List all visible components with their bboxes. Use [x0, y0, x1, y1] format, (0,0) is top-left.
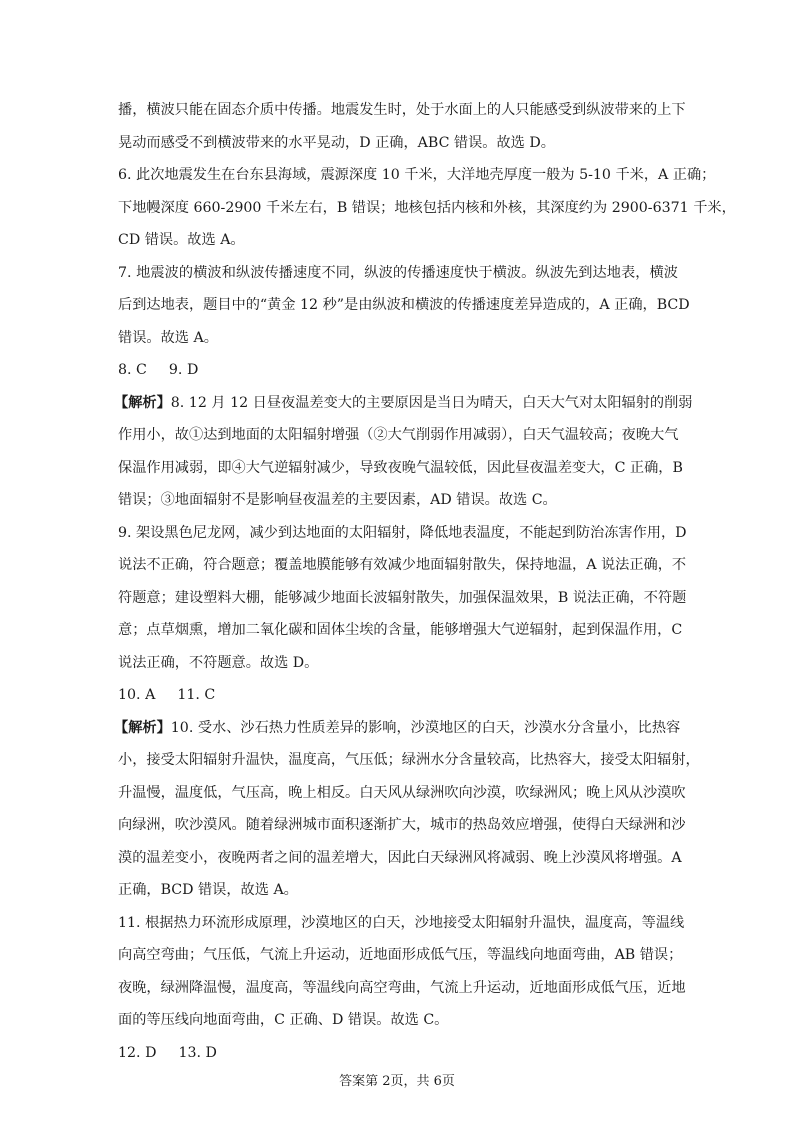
text-line: 向绿洲，吹沙漠风。随着绿洲城市面积逐渐扩大，城市的热岛效应增强，使得白天绿洲和沙	[118, 817, 686, 833]
text-line: 6. 此次地震发生在台东县海域，震源深度 10 千米，大洋地壳厚度一般为 5-10 千米，A 正确；	[118, 167, 716, 183]
answer-key-10-11	[118, 679, 678, 712]
text-line: 夜晚，绿洲降温慢，温度高，等温线向高空弯曲，气流上升运动，近地面形成低气压，近地	[118, 979, 686, 996]
text-line: 7. 地震波的横波和纵波传播速度不同，纵波的传播速度快于横波。纵波先到达地表，横波	[118, 264, 678, 281]
text-line: 向高空弯曲；气压低，气流上升运动，近地面形成低气压，等温线向地面弯曲，AB 错误；	[118, 947, 683, 963]
explanation-q9	[118, 517, 687, 680]
text-line: 8. 12 月 12 日昼夜温差变大的主要原因是当日为晴天，白天大气对太阳辐射的削弱	[170, 394, 693, 411]
text-line: 后到达地表，题目中的“黄金 12 秒”是由纵波和横波的传播速度差异造成的，A 正确，BCD	[118, 297, 690, 313]
explanation-q6	[118, 159, 736, 257]
answer-item: 11. C	[177, 687, 216, 703]
text-line: 错误；③地面辐射不是影响昼夜温差的主要因素，AD 错误。故选 C。	[118, 492, 557, 508]
text-line: 正确，BCD 错误，故选 A。	[118, 882, 298, 898]
text-line: 播，横波只能在固态介质中传播。地震发生时，处于水面上的人只能感受到纵波带来的上下	[118, 102, 686, 118]
text-line: 说法不正确，符合题意；覆盖地膜能够有效减少地面辐射散失，保持地温，A 说法正确，不	[118, 557, 687, 573]
text-line-with-tag	[114, 387, 693, 420]
text-line: 保温作用减弱，即④大气逆辐射减少，导致夜晚气温较低，因此昼夜温差变大，C 正确，B	[118, 459, 683, 476]
text-line: 意；点草烟熏，增加二氧化碳和固体尘埃的含量，能够增强大气逆辐射，起到保温作用，C	[118, 622, 683, 638]
text-line: CD 错误。故选 A。	[118, 232, 245, 248]
text-line: 11. 根据热力环流形成原理，沙漠地区的白天，沙地接受太阳辐射升温快，温度高，等温线	[118, 914, 685, 931]
analysis-tag: 【解析】	[114, 719, 171, 736]
answer-content	[114, 94, 736, 1069]
paragraph-continuation	[118, 94, 686, 159]
text-line: 说法正确，不符题意。故选 D。	[118, 654, 319, 671]
text-line: 符题意；建设塑料大棚，能够减少地面长波辐射散失，加强保温效果，B 说法正确，不符题	[118, 589, 687, 606]
text-line: 错误。故选 A。	[118, 329, 218, 346]
answer-item: 13. D	[178, 1044, 217, 1061]
answer-item: 10. A	[118, 687, 156, 703]
page-footer: 答案第 2页，共 6页	[339, 1074, 455, 1089]
answer-key-12-13	[118, 1037, 678, 1070]
answer-item: 12. D	[118, 1044, 157, 1061]
text-line: 下地幔深度 660-2900 千米左右，B 错误；地核包括内核和外核，其深度约为 2900-6371 千米，	[118, 199, 736, 216]
explanation-q10	[114, 712, 700, 907]
text-line: 小，接受太阳辐射升温快，温度高，气压低；绿洲水分含量较高，比热容大，接受太阳辐射，	[118, 752, 700, 768]
text-line: 漠的温差变小，夜晚两者之间的温差增大，因此白天绿洲风将减弱、晚上沙漠风将增强。A	[118, 849, 682, 866]
text-line: 9. 架设黑色尼龙网，减少到达地面的太阳辐射，降低地表温度，不能起到防治冻害作用，D	[118, 524, 687, 541]
explanation-q7	[118, 257, 690, 355]
answer-item: 9. D	[168, 362, 199, 378]
text-line: 作用小，故①达到地面的太阳辐射增强（②大气削弱作用减弱），白天气温较高；夜晚大气	[118, 427, 679, 443]
answer-key-8-9	[118, 354, 678, 387]
text-line: 面的等压线向地面弯曲，C 正确、D 错误。故选 C。	[118, 1012, 449, 1028]
explanation-q8	[114, 387, 693, 517]
text-line: 升温慢，温度低，气压高，晚上相反。白天风从绿洲吹向沙漠，吹绿洲风；晚上风从沙漠吹	[118, 784, 686, 801]
answer-item: 8. C	[118, 362, 147, 378]
explanation-q11	[118, 907, 686, 1037]
text-line: 10. 受水、沙石热力性质差异的影响，沙漠地区的白天，沙漠水分含量小，比热容	[170, 719, 681, 736]
text-line-with-tag	[114, 712, 681, 745]
text-line: 晃动而感受不到横波带来的水平晃动，D 正确，ABC 错误。故选 D。	[118, 134, 555, 151]
analysis-tag: 【解析】	[114, 394, 171, 411]
